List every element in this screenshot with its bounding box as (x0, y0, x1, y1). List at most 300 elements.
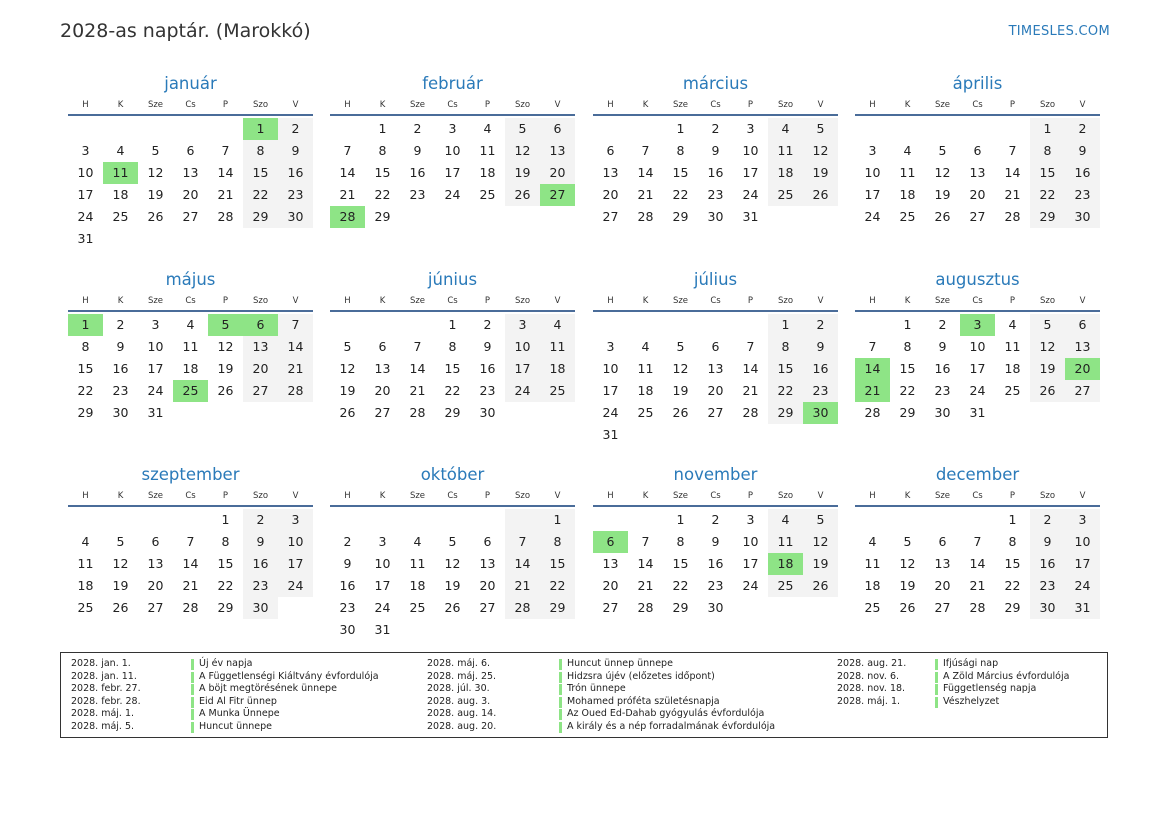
day-cell[interactable]: 29 (444, 405, 461, 420)
day-cell[interactable]: 19 (112, 578, 129, 593)
day-cell[interactable]: 3 (151, 317, 160, 332)
day-cell[interactable]: 9 (343, 556, 352, 571)
day-cell[interactable]: 2 (343, 534, 352, 549)
day-cell[interactable]: 24 (147, 383, 164, 398)
day-cell[interactable]: 2 (483, 317, 492, 332)
day-cell[interactable]: 25 (864, 600, 881, 615)
day-cell[interactable]: 8 (448, 339, 457, 354)
day-cell[interactable]: 17 (742, 556, 759, 571)
day-cell[interactable]: 18 (864, 578, 881, 593)
day-cell[interactable]: 4 (1008, 317, 1017, 332)
day-cell[interactable]: 8 (81, 339, 90, 354)
day-cell[interactable]: 15 (444, 361, 461, 376)
day-cell[interactable]: 16 (479, 361, 496, 376)
day-cell[interactable]: 16 (409, 165, 426, 180)
day-cell[interactable]: 2 (711, 121, 720, 136)
day-cell[interactable]: 20 (479, 578, 496, 593)
day-cell[interactable]: 11 (540, 336, 575, 358)
day-cell[interactable]: 20 (182, 187, 199, 202)
day-cell[interactable]: 29 (1030, 206, 1065, 228)
day-cell[interactable]: 23 (1065, 184, 1100, 206)
day-cell[interactable]: 7 (746, 339, 755, 354)
day-cell[interactable]: 20 (969, 187, 986, 202)
day-cell[interactable]: 8 (903, 339, 912, 354)
day-cell[interactable]: 8 (540, 531, 575, 553)
day-cell[interactable]: 17 (374, 578, 391, 593)
day-cell[interactable]: 13 (969, 165, 986, 180)
day-cell[interactable]: 23 (803, 380, 838, 402)
day-cell[interactable]: 25 (768, 575, 803, 597)
day-cell[interactable]: 4 (868, 534, 877, 549)
day-cell[interactable]: 11 (1004, 339, 1021, 354)
day-cell[interactable]: 17 (742, 165, 759, 180)
day-cell[interactable]: 6 (151, 534, 160, 549)
day-cell[interactable]: 24 (505, 380, 540, 402)
day-cell[interactable]: 9 (278, 140, 313, 162)
day-cell[interactable]: 2 (243, 509, 278, 531)
day-cell[interactable]: 14 (1004, 165, 1021, 180)
day-cell[interactable]: 19 (444, 578, 461, 593)
day-cell[interactable]: 11 (182, 339, 199, 354)
day-cell[interactable]: 1 (1008, 512, 1017, 527)
day-cell[interactable]: 4 (540, 314, 575, 336)
day-cell[interactable]: 22 (217, 578, 234, 593)
day-cell[interactable]: 24 (77, 209, 94, 224)
day-cell[interactable]: 29 (77, 405, 94, 420)
day-cell[interactable]: 30 (1030, 597, 1065, 619)
day-cell[interactable]: 30 (112, 405, 129, 420)
day-cell[interactable]: 25 (540, 380, 575, 402)
day-cell[interactable]: 10 (278, 531, 313, 553)
day-cell[interactable]: 12 (803, 140, 838, 162)
day-cell[interactable]: 29 (899, 405, 916, 420)
day-cell[interactable]: 21 (742, 383, 759, 398)
day-cell[interactable]: 15 (1004, 556, 1021, 571)
day-cell[interactable]: 5 (1030, 314, 1065, 336)
day-cell[interactable]: 27 (707, 405, 724, 420)
day-cell[interactable]: 7 (1008, 143, 1017, 158)
day-cell[interactable]: 22 (899, 383, 916, 398)
day-cell[interactable]: 20 (147, 578, 164, 593)
holiday-day-cell[interactable]: 6 (593, 531, 628, 553)
day-cell[interactable]: 21 (409, 383, 426, 398)
day-cell[interactable]: 5 (505, 118, 540, 140)
day-cell[interactable]: 12 (934, 165, 951, 180)
day-cell[interactable]: 9 (483, 339, 492, 354)
day-cell[interactable]: 20 (707, 383, 724, 398)
day-cell[interactable]: 23 (112, 383, 129, 398)
day-cell[interactable]: 29 (243, 206, 278, 228)
day-cell[interactable]: 7 (413, 339, 422, 354)
day-cell[interactable]: 31 (602, 427, 619, 442)
day-cell[interactable]: 19 (672, 383, 689, 398)
day-cell[interactable]: 24 (602, 405, 619, 420)
day-cell[interactable]: 13 (374, 361, 391, 376)
day-cell[interactable]: 9 (1065, 140, 1100, 162)
day-cell[interactable]: 5 (151, 143, 160, 158)
day-cell[interactable]: 16 (1065, 162, 1100, 184)
day-cell[interactable]: 14 (278, 336, 313, 358)
day-cell[interactable]: 27 (602, 600, 619, 615)
day-cell[interactable]: 23 (243, 575, 278, 597)
day-cell[interactable]: 8 (1008, 534, 1017, 549)
day-cell[interactable]: 1 (676, 512, 685, 527)
day-cell[interactable]: 6 (711, 339, 720, 354)
day-cell[interactable]: 28 (505, 597, 540, 619)
day-cell[interactable]: 13 (602, 556, 619, 571)
day-cell[interactable]: 29 (540, 597, 575, 619)
day-cell[interactable]: 7 (641, 534, 650, 549)
day-cell[interactable]: 10 (77, 165, 94, 180)
day-cell[interactable]: 17 (77, 187, 94, 202)
day-cell[interactable]: 30 (1065, 206, 1100, 228)
day-cell[interactable]: 24 (742, 578, 759, 593)
day-cell[interactable]: 25 (77, 600, 94, 615)
holiday-day-cell[interactable]: 1 (243, 118, 278, 140)
day-cell[interactable]: 15 (1030, 162, 1065, 184)
day-cell[interactable]: 4 (116, 143, 125, 158)
day-cell[interactable]: 19 (803, 553, 838, 575)
day-cell[interactable]: 2 (413, 121, 422, 136)
day-cell[interactable]: 18 (479, 165, 496, 180)
day-cell[interactable]: 25 (112, 209, 129, 224)
day-cell[interactable]: 26 (112, 600, 129, 615)
day-cell[interactable]: 8 (1030, 140, 1065, 162)
day-cell[interactable]: 22 (672, 578, 689, 593)
day-cell[interactable]: 27 (934, 600, 951, 615)
day-cell[interactable]: 14 (339, 165, 356, 180)
day-cell[interactable]: 25 (409, 600, 426, 615)
day-cell[interactable]: 30 (243, 597, 278, 619)
day-cell[interactable]: 25 (1004, 383, 1021, 398)
day-cell[interactable]: 29 (1004, 600, 1021, 615)
day-cell[interactable]: 20 (602, 187, 619, 202)
day-cell[interactable]: 22 (768, 380, 803, 402)
day-cell[interactable]: 28 (409, 405, 426, 420)
day-cell[interactable]: 11 (637, 361, 654, 376)
day-cell[interactable]: 17 (505, 358, 540, 380)
day-cell[interactable]: 3 (868, 143, 877, 158)
day-cell[interactable]: 21 (637, 187, 654, 202)
day-cell[interactable]: 18 (77, 578, 94, 593)
day-cell[interactable]: 3 (746, 121, 755, 136)
day-cell[interactable]: 12 (339, 361, 356, 376)
day-cell[interactable]: 24 (969, 383, 986, 398)
day-cell[interactable]: 12 (1030, 336, 1065, 358)
day-cell[interactable]: 19 (803, 162, 838, 184)
day-cell[interactable]: 14 (409, 361, 426, 376)
day-cell[interactable]: 2 (278, 118, 313, 140)
day-cell[interactable]: 15 (243, 162, 278, 184)
day-cell[interactable]: 3 (81, 143, 90, 158)
day-cell[interactable]: 13 (479, 556, 496, 571)
day-cell[interactable]: 31 (374, 622, 391, 637)
day-cell[interactable]: 8 (676, 534, 685, 549)
day-cell[interactable]: 22 (243, 184, 278, 206)
day-cell[interactable]: 1 (540, 509, 575, 531)
day-cell[interactable]: 16 (803, 358, 838, 380)
day-cell[interactable]: 5 (116, 534, 125, 549)
day-cell[interactable]: 12 (505, 140, 540, 162)
day-cell[interactable]: 26 (217, 383, 234, 398)
day-cell[interactable]: 2 (1030, 509, 1065, 531)
day-cell[interactable]: 10 (1065, 531, 1100, 553)
day-cell[interactable]: 11 (899, 165, 916, 180)
day-cell[interactable]: 17 (444, 165, 461, 180)
day-cell[interactable]: 4 (483, 121, 492, 136)
day-cell[interactable]: 28 (742, 405, 759, 420)
day-cell[interactable]: 16 (278, 162, 313, 184)
day-cell[interactable]: 27 (243, 380, 278, 402)
day-cell[interactable]: 12 (899, 556, 916, 571)
day-cell[interactable]: 3 (378, 534, 387, 549)
day-cell[interactable]: 25 (768, 184, 803, 206)
day-cell[interactable]: 11 (77, 556, 94, 571)
day-cell[interactable]: 7 (221, 143, 230, 158)
day-cell[interactable]: 5 (803, 118, 838, 140)
day-cell[interactable]: 16 (339, 578, 356, 593)
day-cell[interactable]: 13 (707, 361, 724, 376)
day-cell[interactable]: 5 (448, 534, 457, 549)
day-cell[interactable]: 9 (803, 336, 838, 358)
day-cell[interactable]: 7 (641, 143, 650, 158)
day-cell[interactable]: 16 (707, 165, 724, 180)
day-cell[interactable]: 15 (672, 165, 689, 180)
day-cell[interactable]: 10 (742, 143, 759, 158)
day-cell[interactable]: 17 (602, 383, 619, 398)
day-cell[interactable]: 11 (768, 140, 803, 162)
holiday-day-cell[interactable]: 14 (855, 358, 890, 380)
day-cell[interactable]: 30 (339, 622, 356, 637)
day-cell[interactable]: 3 (448, 121, 457, 136)
holiday-day-cell[interactable]: 18 (768, 553, 803, 575)
day-cell[interactable]: 4 (186, 317, 195, 332)
day-cell[interactable]: 19 (217, 361, 234, 376)
day-cell[interactable]: 21 (637, 578, 654, 593)
day-cell[interactable]: 13 (147, 556, 164, 571)
day-cell[interactable]: 8 (768, 336, 803, 358)
day-cell[interactable]: 24 (742, 187, 759, 202)
day-cell[interactable]: 3 (606, 339, 615, 354)
day-cell[interactable]: 11 (479, 143, 496, 158)
holiday-day-cell[interactable]: 21 (855, 380, 890, 402)
day-cell[interactable]: 23 (278, 184, 313, 206)
day-cell[interactable]: 11 (864, 556, 881, 571)
day-cell[interactable]: 31 (147, 405, 164, 420)
day-cell[interactable]: 7 (868, 339, 877, 354)
day-cell[interactable]: 21 (1004, 187, 1021, 202)
day-cell[interactable]: 1 (1030, 118, 1065, 140)
day-cell[interactable]: 24 (1065, 575, 1100, 597)
day-cell[interactable]: 19 (1030, 358, 1065, 380)
day-cell[interactable]: 1 (378, 121, 387, 136)
day-cell[interactable]: 29 (374, 209, 391, 224)
day-cell[interactable]: 10 (969, 339, 986, 354)
day-cell[interactable]: 7 (186, 534, 195, 549)
day-cell[interactable]: 6 (378, 339, 387, 354)
day-cell[interactable]: 6 (973, 143, 982, 158)
day-cell[interactable]: 10 (147, 339, 164, 354)
day-cell[interactable]: 9 (413, 143, 422, 158)
day-cell[interactable]: 12 (672, 361, 689, 376)
day-cell[interactable]: 14 (217, 165, 234, 180)
day-cell[interactable]: 6 (606, 143, 615, 158)
day-cell[interactable]: 16 (243, 553, 278, 575)
day-cell[interactable]: 28 (278, 380, 313, 402)
day-cell[interactable]: 19 (899, 578, 916, 593)
day-cell[interactable]: 27 (969, 209, 986, 224)
day-cell[interactable]: 24 (444, 187, 461, 202)
holiday-day-cell[interactable]: 6 (243, 314, 278, 336)
day-cell[interactable]: 18 (182, 361, 199, 376)
day-cell[interactable]: 25 (479, 187, 496, 202)
day-cell[interactable]: 1 (676, 121, 685, 136)
day-cell[interactable]: 31 (77, 231, 94, 246)
day-cell[interactable]: 22 (1004, 578, 1021, 593)
day-cell[interactable]: 27 (147, 600, 164, 615)
day-cell[interactable]: 22 (77, 383, 94, 398)
day-cell[interactable]: 23 (1030, 575, 1065, 597)
day-cell[interactable]: 14 (742, 361, 759, 376)
day-cell[interactable]: 4 (641, 339, 650, 354)
brand-link[interactable]: TIMESLES.COM (1008, 24, 1110, 39)
day-cell[interactable]: 25 (637, 405, 654, 420)
day-cell[interactable]: 4 (413, 534, 422, 549)
day-cell[interactable]: 4 (768, 509, 803, 531)
day-cell[interactable]: 3 (1065, 509, 1100, 531)
day-cell[interactable]: 8 (378, 143, 387, 158)
day-cell[interactable]: 12 (112, 556, 129, 571)
day-cell[interactable]: 20 (374, 383, 391, 398)
holiday-day-cell[interactable]: 11 (103, 162, 138, 184)
day-cell[interactable]: 4 (768, 118, 803, 140)
day-cell[interactable]: 6 (938, 534, 947, 549)
day-cell[interactable]: 27 (182, 209, 199, 224)
day-cell[interactable]: 23 (707, 578, 724, 593)
day-cell[interactable]: 23 (934, 383, 951, 398)
day-cell[interactable]: 31 (742, 209, 759, 224)
day-cell[interactable]: 5 (903, 534, 912, 549)
day-cell[interactable]: 21 (505, 575, 540, 597)
day-cell[interactable]: 9 (116, 339, 125, 354)
day-cell[interactable]: 1 (768, 314, 803, 336)
day-cell[interactable]: 2 (711, 512, 720, 527)
holiday-day-cell[interactable]: 25 (173, 380, 208, 402)
day-cell[interactable]: 31 (969, 405, 986, 420)
day-cell[interactable]: 22 (444, 383, 461, 398)
day-cell[interactable]: 23 (339, 600, 356, 615)
day-cell[interactable]: 1 (448, 317, 457, 332)
day-cell[interactable]: 28 (1004, 209, 1021, 224)
day-cell[interactable]: 13 (934, 556, 951, 571)
day-cell[interactable]: 7 (973, 534, 982, 549)
day-cell[interactable]: 13 (182, 165, 199, 180)
holiday-day-cell[interactable]: 27 (540, 184, 575, 206)
day-cell[interactable]: 30 (278, 206, 313, 228)
day-cell[interactable]: 18 (768, 162, 803, 184)
day-cell[interactable]: 13 (602, 165, 619, 180)
day-cell[interactable]: 8 (676, 143, 685, 158)
day-cell[interactable]: 18 (112, 187, 129, 202)
day-cell[interactable]: 5 (803, 509, 838, 531)
day-cell[interactable]: 29 (217, 600, 234, 615)
day-cell[interactable]: 2 (803, 314, 838, 336)
day-cell[interactable]: 20 (243, 358, 278, 380)
day-cell[interactable]: 4 (81, 534, 90, 549)
day-cell[interactable]: 26 (803, 575, 838, 597)
day-cell[interactable]: 17 (864, 187, 881, 202)
day-cell[interactable]: 19 (339, 383, 356, 398)
day-cell[interactable]: 26 (505, 184, 540, 206)
day-cell[interactable]: 24 (374, 600, 391, 615)
day-cell[interactable]: 15 (899, 361, 916, 376)
day-cell[interactable]: 21 (278, 358, 313, 380)
day-cell[interactable]: 30 (934, 405, 951, 420)
day-cell[interactable]: 15 (672, 556, 689, 571)
day-cell[interactable]: 9 (711, 534, 720, 549)
day-cell[interactable]: 13 (540, 140, 575, 162)
day-cell[interactable]: 28 (969, 600, 986, 615)
day-cell[interactable]: 30 (707, 209, 724, 224)
day-cell[interactable]: 22 (374, 187, 391, 202)
day-cell[interactable]: 2 (1065, 118, 1100, 140)
day-cell[interactable]: 15 (77, 361, 94, 376)
day-cell[interactable]: 13 (1065, 336, 1100, 358)
day-cell[interactable]: 11 (409, 556, 426, 571)
day-cell[interactable]: 27 (1065, 380, 1100, 402)
day-cell[interactable]: 14 (505, 553, 540, 575)
day-cell[interactable]: 12 (444, 556, 461, 571)
day-cell[interactable]: 5 (938, 143, 947, 158)
day-cell[interactable]: 15 (217, 556, 234, 571)
day-cell[interactable]: 5 (676, 339, 685, 354)
day-cell[interactable]: 26 (339, 405, 356, 420)
day-cell[interactable]: 21 (217, 187, 234, 202)
day-cell[interactable]: 17 (147, 361, 164, 376)
day-cell[interactable]: 14 (969, 556, 986, 571)
day-cell[interactable]: 9 (938, 339, 947, 354)
day-cell[interactable]: 4 (903, 143, 912, 158)
day-cell[interactable]: 26 (147, 209, 164, 224)
day-cell[interactable]: 28 (182, 600, 199, 615)
day-cell[interactable]: 11 (768, 531, 803, 553)
day-cell[interactable]: 27 (374, 405, 391, 420)
day-cell[interactable]: 16 (1030, 553, 1065, 575)
day-cell[interactable]: 13 (243, 336, 278, 358)
day-cell[interactable]: 26 (803, 184, 838, 206)
day-cell[interactable]: 23 (409, 187, 426, 202)
day-cell[interactable]: 6 (540, 118, 575, 140)
day-cell[interactable]: 28 (217, 209, 234, 224)
day-cell[interactable]: 12 (803, 531, 838, 553)
holiday-day-cell[interactable]: 30 (803, 402, 838, 424)
day-cell[interactable]: 19 (147, 187, 164, 202)
holiday-day-cell[interactable]: 1 (68, 314, 103, 336)
day-cell[interactable]: 28 (864, 405, 881, 420)
day-cell[interactable]: 14 (182, 556, 199, 571)
day-cell[interactable]: 14 (637, 165, 654, 180)
day-cell[interactable]: 6 (483, 534, 492, 549)
day-cell[interactable]: 21 (182, 578, 199, 593)
day-cell[interactable]: 10 (374, 556, 391, 571)
day-cell[interactable]: 10 (602, 361, 619, 376)
day-cell[interactable]: 18 (899, 187, 916, 202)
day-cell[interactable]: 16 (707, 556, 724, 571)
day-cell[interactable]: 10 (444, 143, 461, 158)
day-cell[interactable]: 26 (672, 405, 689, 420)
day-cell[interactable]: 17 (969, 361, 986, 376)
day-cell[interactable]: 31 (1065, 597, 1100, 619)
